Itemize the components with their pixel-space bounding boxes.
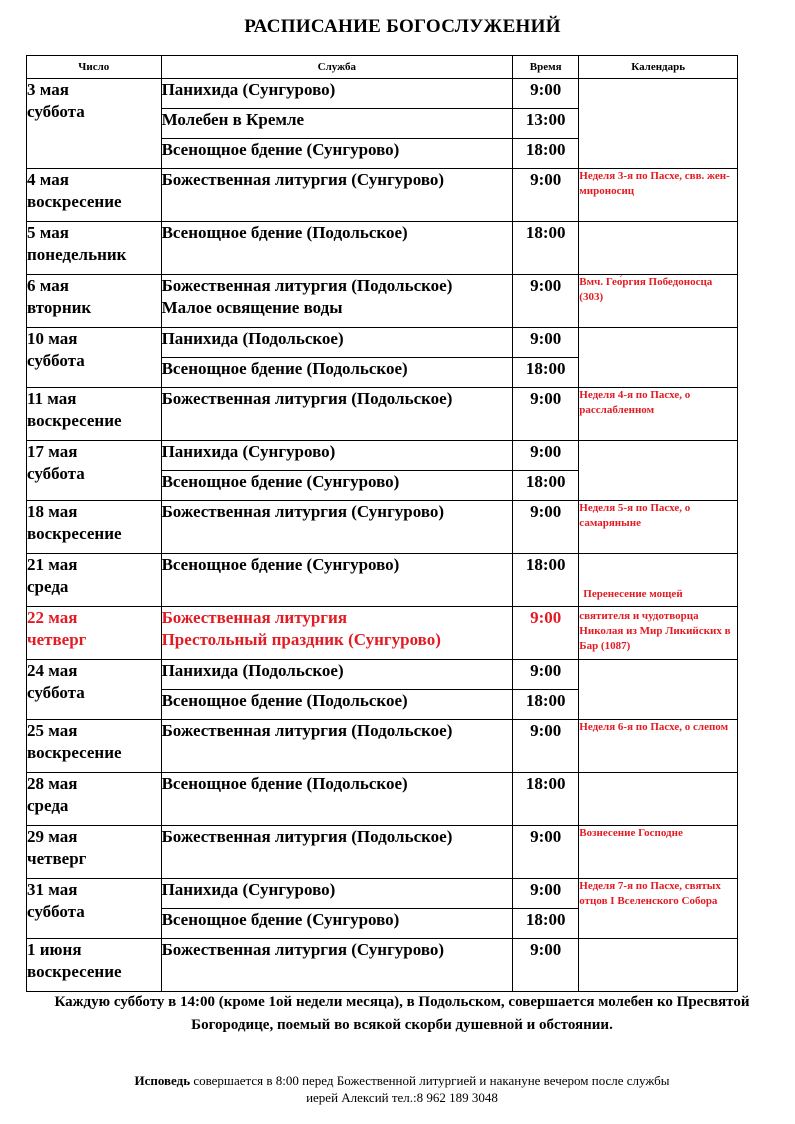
date-cell [27, 554, 162, 607]
table-row [27, 388, 738, 441]
calendar-cell: святителя и чудотворца Николая из Мир Ликийских в Бар (1087) [579, 607, 738, 660]
confession-text: совершается в 8:00 перед Божественной литургией и накануне вечером после службы [190, 1073, 670, 1088]
date-cell [27, 720, 162, 773]
header-service: Служба [161, 56, 512, 79]
time-cell: 9:00 [513, 501, 579, 554]
table-row [27, 773, 738, 826]
date-cell [27, 388, 162, 441]
date-text: 28 мая [27, 774, 78, 793]
table-row [27, 826, 738, 879]
table-row [27, 607, 738, 660]
table-row [27, 501, 738, 554]
service-cell: Всенощное бдение (Подольское) [161, 222, 512, 275]
schedule-table [26, 55, 738, 992]
service-cell: Всенощное бдение (Подольское) [161, 358, 512, 388]
header-time: Время [513, 56, 579, 79]
table-row [27, 879, 738, 909]
service-cell: Панихида (Подольское) [161, 328, 512, 358]
time-cell: 9:00 [513, 939, 579, 992]
time-cell: 9:00 [513, 826, 579, 879]
service-cell: Всенощное бдение (Сунгурово) [161, 554, 512, 607]
service-cell: Всенощное бдение (Подольское) [161, 690, 512, 720]
time-cell: 9:00 [513, 388, 579, 441]
table-row [27, 275, 738, 328]
service-text: Божественная литургия (Подольское) [161, 276, 453, 295]
weekday-text: суббота [27, 464, 85, 483]
time-cell: 9:00 [513, 169, 579, 222]
page-title: РАСПИСАНИЕ БОГОСЛУЖЕНИЙ [244, 16, 561, 37]
calendar-cell: Неделя 6-я по Пасхе, о слепом [579, 720, 738, 773]
service-cell: Панихида (Сунгурово) [161, 79, 512, 109]
date-cell [27, 328, 162, 388]
table-row [27, 720, 738, 773]
weekday-text: воскресение [27, 192, 122, 211]
calendar-cell [579, 773, 738, 826]
service-cell [161, 607, 512, 660]
table-row [27, 660, 738, 690]
calendar-cell [579, 939, 738, 992]
confession-info [26, 1072, 778, 1106]
calendar-cell [579, 79, 738, 169]
time-cell: 18:00 [513, 773, 579, 826]
service-cell: Всенощное бдение (Сунгурово) [161, 139, 512, 169]
table-row [27, 79, 738, 109]
service-cell [161, 275, 512, 328]
time-cell: 9:00 [513, 720, 579, 773]
service-cell: Божественная литургия (Подольское) [161, 826, 512, 879]
date-text: 24 мая [27, 661, 78, 680]
time-cell: 18:00 [513, 358, 579, 388]
weekday-text: воскресение [27, 411, 122, 430]
service-cell: Божественная литургия (Сунгурово) [161, 169, 512, 222]
service-text: Божественная литургия [161, 608, 348, 627]
date-cell [27, 79, 162, 169]
calendar-cell: Неделя 5-я по Пасхе, о самаряныне [579, 501, 738, 554]
time-cell: 9:00 [513, 328, 579, 358]
service-cell: Всенощное бдение (Сунгурово) [161, 471, 512, 501]
date-cell [27, 826, 162, 879]
date-cell [27, 169, 162, 222]
table-row [27, 328, 738, 358]
service-cell: Божественная литургия (Подольское) [161, 720, 512, 773]
date-text: 10 мая [27, 329, 78, 348]
date-cell [27, 222, 162, 275]
time-cell: 9:00 [513, 79, 579, 109]
weekday-text: среда [27, 577, 69, 596]
service-text: Малое освящение воды [161, 298, 343, 317]
time-cell: 9:00 [513, 607, 579, 660]
time-cell: 18:00 [513, 222, 579, 275]
weekday-text: суббота [27, 902, 85, 921]
calendar-cell: Вмч. Гео́ргия Победоносца (303) [579, 275, 738, 328]
date-cell [27, 660, 162, 720]
table-row [27, 554, 738, 607]
time-cell: 9:00 [513, 441, 579, 471]
table-row [27, 441, 738, 471]
table-row [27, 169, 738, 222]
service-cell: Божественная литургия (Сунгурово) [161, 501, 512, 554]
service-cell: Панихида (Подольское) [161, 660, 512, 690]
weekday-text: суббота [27, 683, 85, 702]
time-cell: 9:00 [513, 275, 579, 328]
date-text: 11 мая [27, 389, 77, 408]
weekday-text: четверг [27, 630, 87, 649]
confession-label: Исповедь [134, 1073, 191, 1088]
calendar-cell: Вознесение Господне [579, 826, 738, 879]
table-row [27, 222, 738, 275]
service-text: Престольный праздник (Сунгурово) [161, 630, 441, 649]
weekday-text: воскресение [27, 524, 122, 543]
date-text: 25 мая [27, 721, 78, 740]
date-text: 21 мая [27, 555, 78, 574]
priest-contact: иерей Алексий тел.:8 962 189 3048 [306, 1090, 498, 1105]
header-date: Число [27, 56, 162, 79]
date-text: 1 июня [27, 940, 82, 959]
weekday-text: понедельник [27, 245, 127, 264]
date-cell [27, 441, 162, 501]
weekday-text: воскресение [27, 743, 122, 762]
weekday-text: вторник [27, 298, 92, 317]
service-cell: Божественная литургия (Сунгурово) [161, 939, 512, 992]
date-cell [27, 607, 162, 660]
weekday-text: воскресение [27, 962, 122, 981]
date-text: 22 мая [27, 608, 78, 627]
time-cell: 18:00 [513, 554, 579, 607]
date-text: 18 мая [27, 502, 78, 521]
header-calendar: Календарь [579, 56, 738, 79]
weekday-text: среда [27, 796, 69, 815]
calendar-cell [579, 660, 738, 720]
weekday-text: суббота [27, 351, 85, 370]
service-cell: Молебен в Кремле [161, 109, 512, 139]
date-cell [27, 773, 162, 826]
service-cell: Всенощное бдение (Подольское) [161, 773, 512, 826]
date-cell [27, 501, 162, 554]
time-cell: 9:00 [513, 879, 579, 909]
calendar-cell [579, 441, 738, 501]
date-text: 29 мая [27, 827, 78, 846]
date-cell [27, 879, 162, 939]
weekday-text: суббота [27, 102, 85, 121]
service-cell: Всенощное бдение (Сунгурово) [161, 909, 512, 939]
time-cell: 18:00 [513, 690, 579, 720]
header-row [27, 56, 738, 79]
calendar-cell: Неделя 7-я по Пасхе, святых отцов I Вселенского Собора [579, 879, 738, 939]
calendar-cell [579, 222, 738, 275]
date-text: 4 мая [27, 170, 69, 189]
date-cell [27, 275, 162, 328]
date-cell [27, 939, 162, 992]
time-cell: 18:00 [513, 471, 579, 501]
date-text: 6 мая [27, 276, 69, 295]
calendar-cell: Перенесение мощей [579, 554, 738, 607]
weekday-text: четверг [27, 849, 87, 868]
service-cell: Панихида (Сунгурово) [161, 441, 512, 471]
table-row [27, 939, 738, 992]
time-cell: 18:00 [513, 909, 579, 939]
time-cell: 9:00 [513, 660, 579, 690]
calendar-cell: Неделя 4-я по Пасхе, о расслабленном [579, 388, 738, 441]
time-cell: 13:00 [513, 109, 579, 139]
date-text: 31 мая [27, 880, 78, 899]
date-text: 5 мая [27, 223, 69, 242]
service-cell: Божественная литургия (Подольское) [161, 388, 512, 441]
calendar-cell [579, 328, 738, 388]
date-text: 17 мая [27, 442, 78, 461]
service-cell: Панихида (Сунгурово) [161, 879, 512, 909]
date-text: 3 мая [27, 80, 69, 99]
saturday-moleben-note: Каждую субботу в 14:00 (кроме 1ой недели месяца), в Подольском, совершается молебен ко Пресвятой Богородице, поемый во всякой скорби душевной и обстоянии. [54, 994, 750, 1033]
time-cell: 18:00 [513, 139, 579, 169]
calendar-cell: Неделя 3-я по Пасхе, свв. жен-мироносиц [579, 169, 738, 222]
